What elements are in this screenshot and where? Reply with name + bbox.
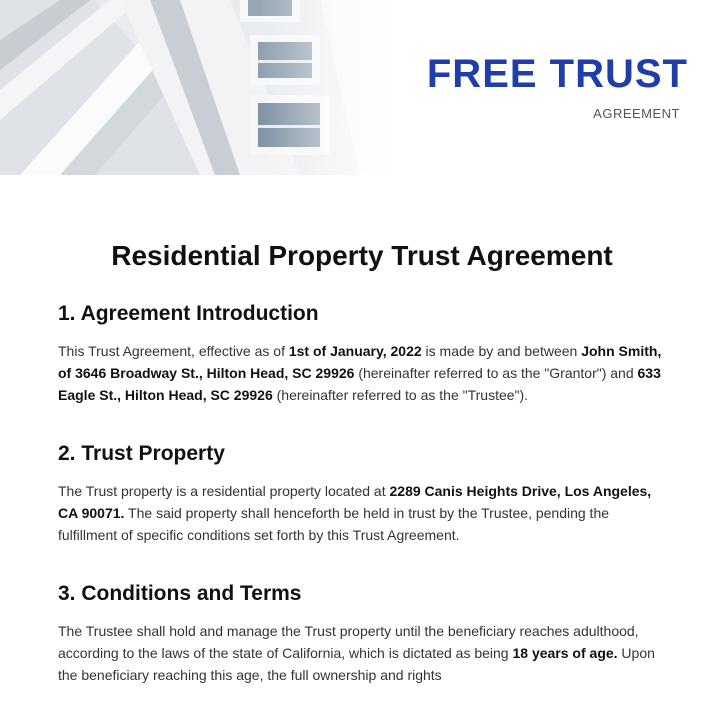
- header-banner: [0, 0, 720, 175]
- document-body: [58, 240, 666, 722]
- document-title: Residential Property Trust Agreement: [111, 240, 613, 271]
- section-heading: 2. Trust Property: [58, 442, 225, 465]
- section-paragraph: The Trustee shall hold and manage the Trust property until the beneficiary reaches adulthood, according to the laws of the state of California, which is dictated as being 18 years of age. Upon the beneficiary reaching this age, the full ownership and rights: [58, 623, 655, 683]
- brand-title: FREE TRUST: [426, 52, 688, 96]
- section-heading: 1. Agreement Introduction: [58, 302, 319, 325]
- section-paragraph: This Trust Agreement, effective as of 1st of January, 2022 is made by and between John Smith, of 3646 Broadway St., Hilton Head, SC 29926 (hereinafter referred to as the "Grantor") and 633 Eagle St., Hilton Head, SC 29926 (hereinafter referred to as the "Trustee").: [58, 343, 662, 403]
- building-image: [0, 0, 400, 175]
- brand-subtitle: AGREEMENT: [593, 106, 680, 121]
- section-paragraph: The Trust property is a residential property located at 2289 Canis Heights Drive, Los Angeles, CA 90071. The said property shall henceforth be held in trust by the Trustee, pending the fulfillment of specific conditions set forth by this Trust Agreement.: [58, 483, 652, 543]
- section-heading: 3. Conditions and Terms: [58, 582, 302, 605]
